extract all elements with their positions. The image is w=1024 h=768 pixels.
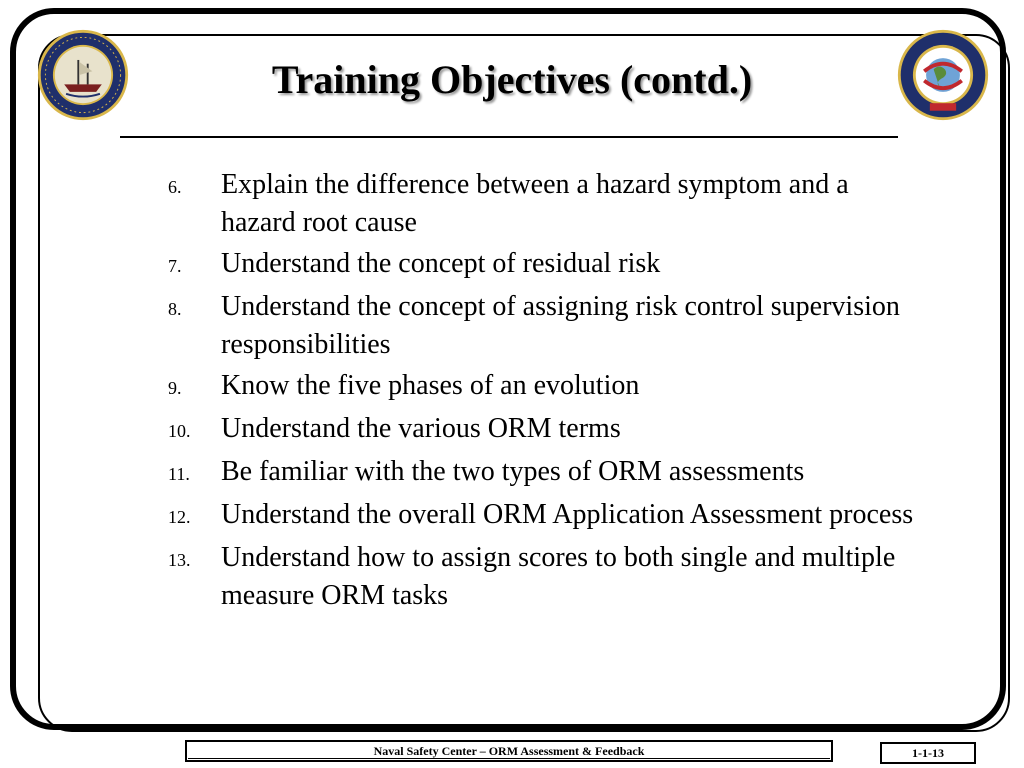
list-item [168,245,918,285]
list-item [168,453,918,493]
list-item [168,288,918,364]
list-item [168,539,918,615]
list-item [168,410,918,450]
page-number: 1-1-13 [880,742,976,764]
item-text: Understand the concept of assigning risk control supervision responsibilities [221,291,900,360]
footer-caption: Naval Safety Center – ORM Assessment & Feedback [185,740,833,762]
navy-department-seal-icon [36,28,130,122]
title-divider [120,136,898,138]
item-number: 8. [168,299,182,319]
list-item [168,496,918,536]
item-text: Know the five phases of an evolution [221,370,640,401]
item-text: Understand the concept of residual risk [221,248,661,279]
item-number: 7. [168,256,182,276]
item-text: Explain the difference between a hazard symptom and a hazard root cause [221,169,849,238]
list-item [168,367,918,407]
item-number: 10. [168,421,191,441]
item-text: Understand how to assign scores to both single and multiple measure ORM tasks [221,542,896,611]
item-number: 9. [168,378,182,398]
objectives-list [168,166,918,618]
page-title: Training Objectives (contd.) [271,57,753,102]
item-text: Understand the various ORM terms [221,413,621,444]
item-number: 13. [168,550,191,570]
item-text: Be familiar with the two types of ORM assessments [221,456,805,487]
item-number: 12. [168,507,191,527]
item-number: 6. [168,177,182,197]
item-number: 11. [168,464,190,484]
list-item [168,166,918,242]
naval-safety-center-seal-icon [896,28,990,122]
item-text: Understand the overall ORM Application Assessment process [221,499,914,530]
